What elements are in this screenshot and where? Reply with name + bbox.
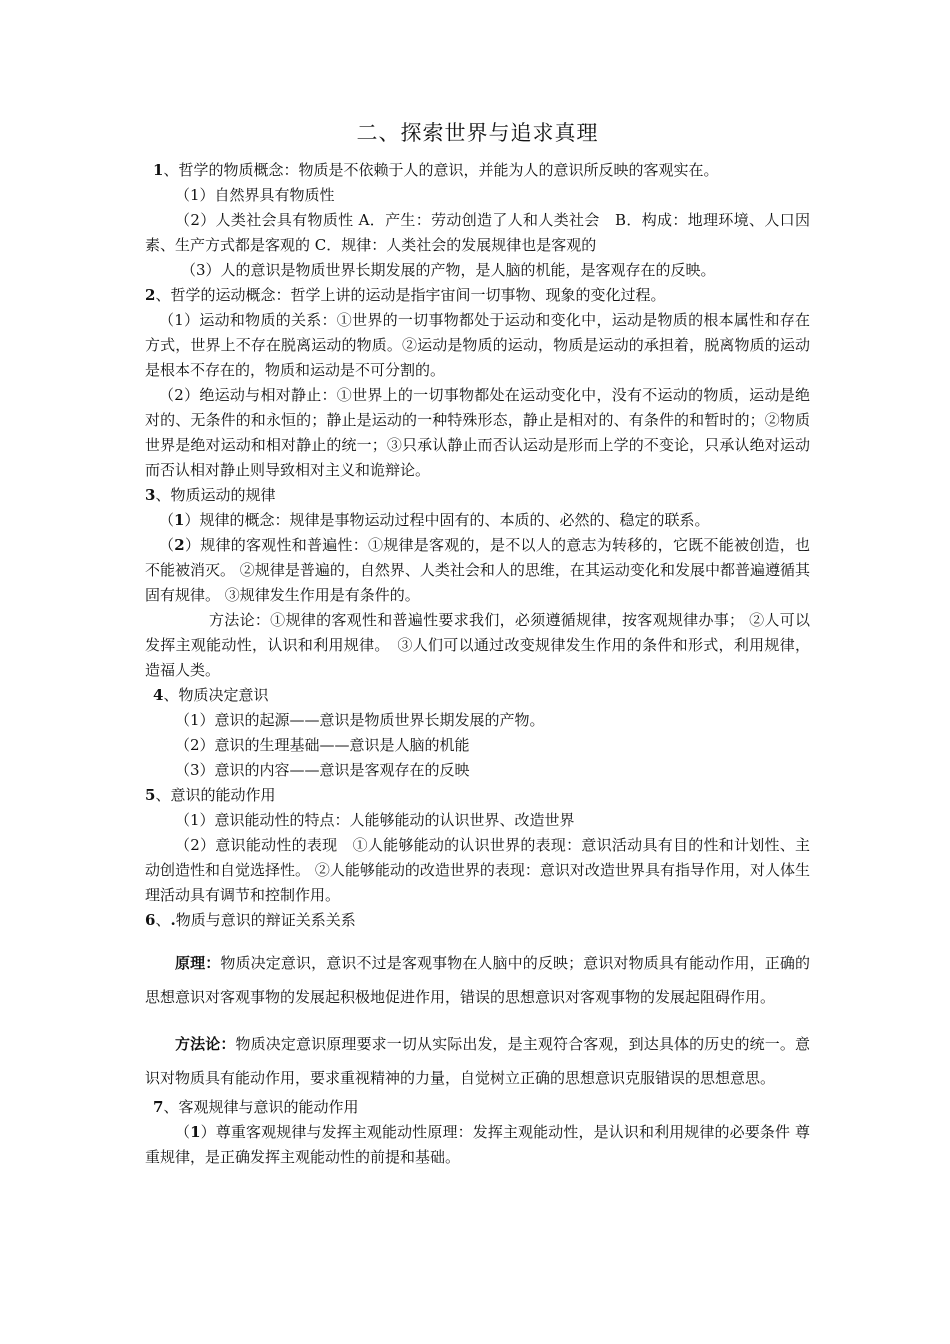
principle-text: 物质决定意识，意识不过是客观事物在人脑中的反映；意识对物质具有能动作用，正确的思想意识对客观事物的发展起积极地促进作用，错误的思想意识对客观事物的发展起阻碍作用。 <box>145 954 810 1006</box>
page-title: 二、探索世界与追求真理 <box>356 121 599 145</box>
paragraph: （1）意识的起源——意识是物质世界长期发展的产物。 <box>175 711 545 729</box>
paragraph: （3）意识的内容——意识是客观存在的反映 <box>175 761 470 779</box>
document-page <box>145 118 810 1170</box>
paragraph-text: ）尊重客观规律与发挥主观能动性原理：发挥主观能动性，是认识和利用规律的必要条件 尊重规律，是正确发挥主观能动性的前提和基础。 <box>145 1123 810 1166</box>
section-6-heading <box>145 908 810 933</box>
section-number: 5 <box>145 786 156 804</box>
paragraph-text: ）规律的概念：规律是事物运动过程中固有的、本质的、必然的、稳定的联系。 <box>184 511 710 529</box>
section-heading-text: 、客观规律与意识的能动作用 <box>163 1098 359 1116</box>
paragraph: （3）人的意识是物质世界长期发展的产物，是人脑的机能，是客观存在的反映。 <box>181 261 716 279</box>
principle-label: 原理： <box>175 954 221 972</box>
paragraph: （2）人类社会具有物质性 A．产生：劳动创造了人和人类社会 B．构成：地理环境、人口因素、生产方式都是客观的 C．规律：人类社会的发展规律也是客观的 <box>145 211 810 254</box>
paragraph: （1）规律的概念：规律是事物运动过程中固有的、本质的、必然的、稳定的联系。 <box>159 511 710 529</box>
section-number: 6 <box>145 911 156 929</box>
section-number: 7 <box>153 1098 164 1116</box>
section-heading-text: 、哲学的运动概念：哲学上讲的运动是指宇宙间一切事物、现象的变化过程。 <box>155 286 666 304</box>
separator: 、 <box>155 911 171 929</box>
section-heading-text: 、意识的能动作用 <box>155 786 276 804</box>
section-heading-text: 、物质运动的规律 <box>155 486 276 504</box>
section-number: 1 <box>153 161 164 179</box>
section-5-heading <box>145 783 810 808</box>
paragraph: （2）意识的生理基础——意识是人脑的机能 <box>175 736 470 754</box>
section-2-heading <box>145 283 810 308</box>
paragraph: （1）运动和物质的关系：①世界的一切事物都处于运动和变化中，运动是物质的根本属性和存在方式，世界上不存在脱离运动的物质。②运动是物质的运动，物质是运动的承担着，脱离物质的运动是根本不存在的，物质和运动是不可分割的。 <box>145 311 810 379</box>
section-4-heading <box>145 683 810 708</box>
method-paragraph <box>145 1027 810 1095</box>
section-number: 3 <box>145 486 156 504</box>
section-number: 4 <box>153 686 164 704</box>
section-heading-text: 物质与意识的辩证关系关系 <box>175 911 356 929</box>
section-number: 2 <box>145 286 156 304</box>
dot: . <box>170 911 176 929</box>
paragraph: （2）绝运动与相对静止：①世界上的一切事物都处在运动变化中，没有不运动的物质，运动是绝对的、无条件的和永恒的；静止是运动的一种特殊形态，静止是相对的、有条件的和暂时的；②物质世界是绝对运动和相对静止的统一；③只承认静止而否认运动是形而上学的不变论，只承认绝对运动而否认相对静止则导致相对主义和诡辩论。 <box>145 386 810 479</box>
item-number: 1 <box>190 1123 201 1141</box>
method-label: 方法论： <box>175 1035 236 1053</box>
paragraph: （1）意识能动性的特点：人能够能动的认识世界、改造世界 <box>175 811 575 829</box>
paragraph: （1）尊重客观规律与发挥主观能动性原理：发挥主观能动性，是认识和利用规律的必要条件 尊重规律，是正确发挥主观能动性的前提和基础。 <box>145 1123 810 1166</box>
section-1-heading <box>145 158 810 183</box>
method-text: 物质决定意识原理要求一切从实际出发，是主观符合客观，到达具体的历史的统一。意识对物质具有能动作用，要求重视精神的力量，自觉树立正确的思想意识克服错误的思想意思。 <box>145 1035 810 1087</box>
paragraph: （2）意识能动性的表现 ①人能够能动的认识世界的表现：意识活动具有目的性和计划性、主动创造性和自觉选择性。 ②人能够能动的改造世界的表现：意识对改造世界具有指导作用，对人体生理活动具有调节和控制作用。 <box>145 836 810 904</box>
paragraph: （2）规律的客观性和普遍性：①规律是客观的，是不以人的意志为转移的，它既不能被创造，也不能被消灭。 ②规律是普遍的，自然界、人类社会和人的思维，在其运动变化和发展中都普遍遵循其固有规律。 ③规律发生作用是有条件的。 <box>145 536 810 604</box>
principle-paragraph <box>145 946 810 1014</box>
section-7-heading <box>145 1095 810 1120</box>
item-number: 2 <box>174 536 185 554</box>
paragraph: （1）自然界具有物质性 <box>175 186 335 204</box>
section-heading-text: 、物质决定意识 <box>163 686 269 704</box>
item-number: 1 <box>174 511 185 529</box>
paragraph-text: ）规律的客观性和普遍性：①规律是客观的，是不以人的意志为转移的，它既不能被创造，也不能被消灭。 ②规律是普遍的，自然界、人类社会和人的思维，在其运动变化和发展中都普遍遵循其固有规律。 ③规律发生作用是有条件的。 <box>145 536 810 604</box>
section-3-heading <box>145 483 810 508</box>
paragraph: 方法论：①规律的客观性和普遍性要求我们，必须遵循规律，按客观规律办事； ②人可以发挥主观能动性，认识和利用规律。 ③人们可以通过改变规律发生作用的条件和形式，利用规律，造福人类。 <box>145 611 810 679</box>
section-heading-text: 、哲学的物质概念：物质是不依赖于人的意识，并能为人的意识所反映的客观实在。 <box>163 161 719 179</box>
